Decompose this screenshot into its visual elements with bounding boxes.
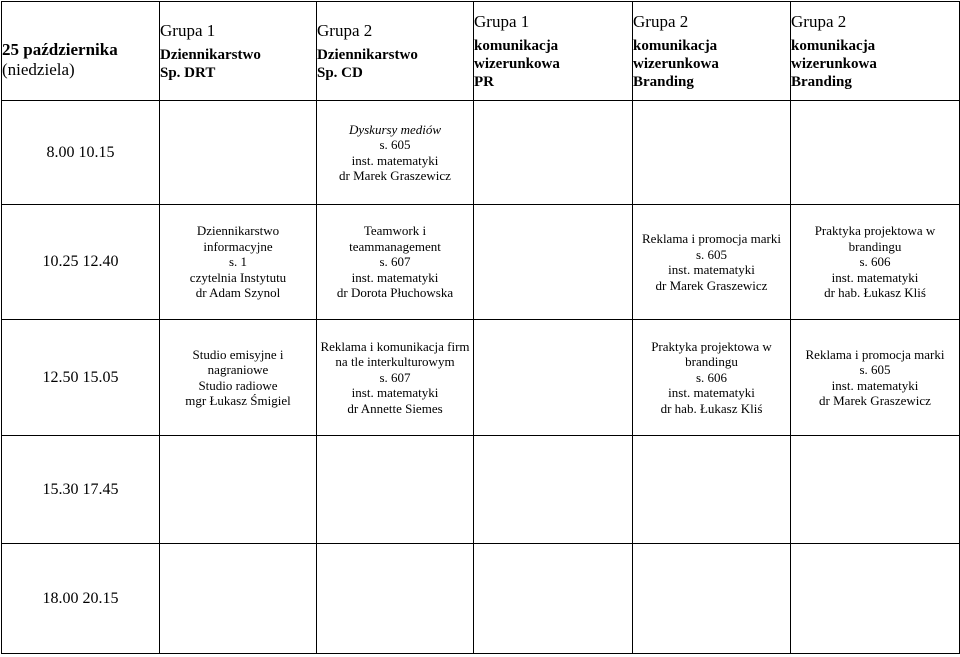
group-header [160,2,317,101]
day-name: (niedziela) [2,60,75,79]
time-slot: 10.25 12.40 [2,205,160,320]
class-cell [474,101,633,205]
group-label: Grupa 2 [317,20,373,40]
building: inst. matematyki [668,262,755,277]
room: s. 1 [228,254,248,270]
instructor: dr Marek Graszewicz [339,168,451,183]
room: s. 606 [695,369,728,385]
class-cell [317,320,474,436]
course-title: teammanagement [349,238,441,254]
time-slot: 8.00 10.15 [2,101,160,205]
building: inst. matematyki [351,152,439,168]
course-title: Praktyka projektowa w [651,338,772,354]
course-title: Reklama i promocja marki [642,231,781,246]
class-cell [317,101,474,205]
time-slot: 15.30 17.45 [2,436,160,544]
course-title: brandingu [848,238,902,254]
group-label: Grupa 2 [633,11,689,31]
room: s. 605 [379,137,411,152]
instructor: dr Adam Szynol [195,285,281,301]
class-cell [160,205,317,320]
group-label: Grupa 1 [160,20,216,40]
class-cell [160,320,317,436]
room: Studio radiowe [198,377,278,393]
time-slot-row [2,320,960,436]
class-cell [791,101,960,205]
program-label: Dziennikarstwo [317,46,418,63]
building: inst. matematyki [668,385,755,401]
date-cell [2,2,160,101]
class-cell [633,544,791,654]
program-label: komunikacja [474,37,559,54]
class-cell [317,436,474,544]
course-title: informacyjne [203,238,273,254]
course-title: Reklama i komunikacja firm [320,338,470,354]
time-slot: 12.50 15.05 [2,320,160,436]
class-cell [474,544,633,654]
program-label: wizerunkowa [791,55,877,72]
class-cell [791,320,960,436]
program-label: Sp. DRT [160,64,216,81]
time-slot-row [2,205,960,320]
course-title: nagraniowe [207,362,269,377]
instructor: mgr Łukasz Śmigiel [185,393,291,408]
course-title: Dyskursy mediów [348,121,442,137]
class-cell [791,544,960,654]
course-title: Teamwork i [363,223,427,239]
time-slot: 18.00 20.15 [2,544,160,654]
class-cell [633,101,791,205]
group-header [633,2,791,101]
class-cell [160,544,317,654]
building: inst. matematyki [351,385,439,401]
program-label: wizerunkowa [474,55,560,72]
building: inst. matematyki [831,269,919,285]
building: czytelnia Instytutu [189,269,287,285]
program-label: komunikacja [633,37,718,54]
course-title: brandingu [685,354,738,370]
instructor: dr hab. Łukasz Kliś [660,400,763,416]
group-header [791,2,960,101]
building: inst. matematyki [351,269,439,285]
class-cell [474,436,633,544]
class-cell [633,205,791,320]
date-title: 25 października [2,40,118,59]
class-cell [160,101,317,205]
class-cell [474,205,633,320]
program-label: Branding [633,73,694,90]
instructor: dr Annette Siemes [347,400,443,416]
room: s. 605 [859,362,891,377]
class-cell [791,436,960,544]
class-cell [317,205,474,320]
program-label: Sp. CD [317,64,363,81]
class-cell [633,320,791,436]
course-title: Dziennikarstwo [196,223,280,239]
time-slot-row [2,436,960,544]
group-header [474,2,633,101]
class-cell [791,205,960,320]
time-slot-row [2,544,960,654]
class-cell [317,544,474,654]
instructor: dr Marek Graszewicz [819,393,931,408]
instructor: dr Dorota Płuchowska [336,285,454,301]
course-title: Reklama i promocja marki [805,346,945,362]
schedule-table [1,1,960,654]
room: s. 607 [379,369,411,385]
course-title: Studio emisyjne i [192,346,284,362]
program-label: komunikacja [791,37,876,54]
building: inst. matematyki [831,377,919,393]
instructor: dr Marek Graszewicz [655,277,768,293]
time-slot-row [2,101,960,205]
program-label: PR [474,73,494,90]
class-cell [474,320,633,436]
room: s. 607 [379,254,411,270]
room: s. 605 [695,246,728,262]
instructor: dr hab. Łukasz Kliś [824,285,926,301]
group-label: Grupa 2 [791,11,847,31]
program-label: Dziennikarstwo [160,46,261,63]
group-header [317,2,474,101]
class-cell [633,436,791,544]
room: s. 606 [859,254,891,270]
course-title: Praktyka projektowa w [814,223,936,239]
course-title: na tle interkulturowym [335,354,455,370]
header-row [2,2,960,101]
group-label: Grupa 1 [474,11,530,31]
program-label: Branding [791,73,852,90]
program-label: wizerunkowa [633,55,719,72]
class-cell [160,436,317,544]
